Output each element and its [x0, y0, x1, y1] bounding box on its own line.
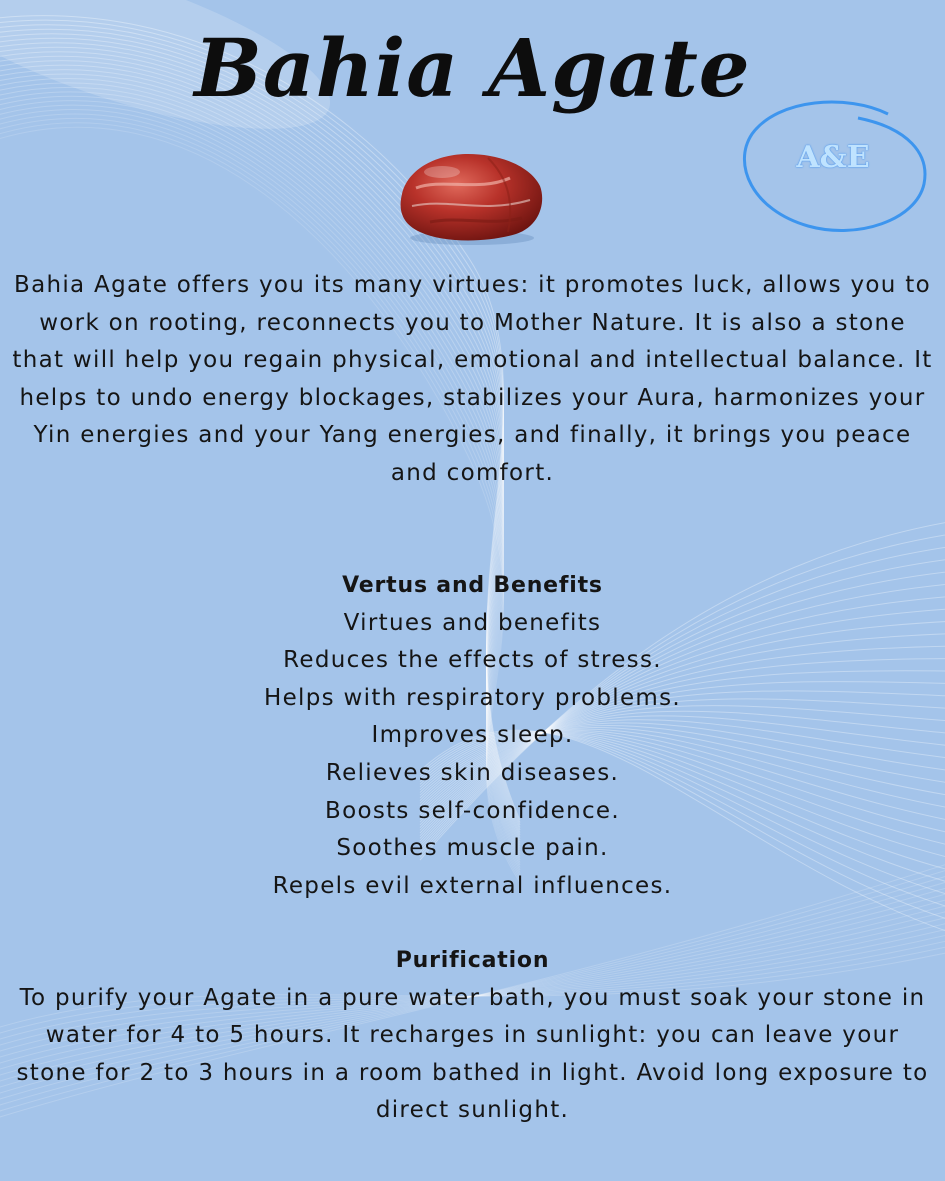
benefit-item: Boosts self-confidence. — [325, 797, 620, 824]
logo-text: A&E — [796, 140, 870, 175]
benefits-list — [12, 605, 933, 906]
benefit-item: Reduces the effects of stress. — [283, 647, 662, 674]
agate-stone-image — [390, 148, 550, 248]
benefit-item: Helps with respiratory problems. — [264, 684, 681, 711]
benefit-item: Relieves skin diseases. — [325, 759, 620, 786]
page-title: Bahia Agate — [194, 21, 751, 115]
benefit-item: Virtues and benefits — [343, 609, 602, 636]
intro-paragraph: Bahia Agate offers you its many virtues: it promotes luck, allows you to work on rooting, reconnects you to Mother Nature. It is also a stone that will help you regain physical, emotional and intellectual balance. It helps to undo energy blockages, stabilizes your Aura, harmonizes your Yin energies and your Yang energies, and finally, it brings you peace and comfort. — [12, 272, 933, 486]
purification-paragraph: To purify your Agate in a pure water bath, you must soak your stone in water for 4 to 5 hours. It recharges in sunlight: you can leave your stone for 2 to 3 hours in a room bathed in light. Avoid long exposure to direct sunlight. — [16, 984, 929, 1124]
purification-heading: Purification — [395, 948, 550, 973]
benefit-item: Improves sleep. — [371, 722, 574, 749]
benefits-heading: Vertus and Benefits — [342, 573, 603, 598]
benefit-item: Soothes muscle pain. — [336, 835, 609, 862]
benefit-item: Repels evil external influences. — [272, 872, 673, 899]
